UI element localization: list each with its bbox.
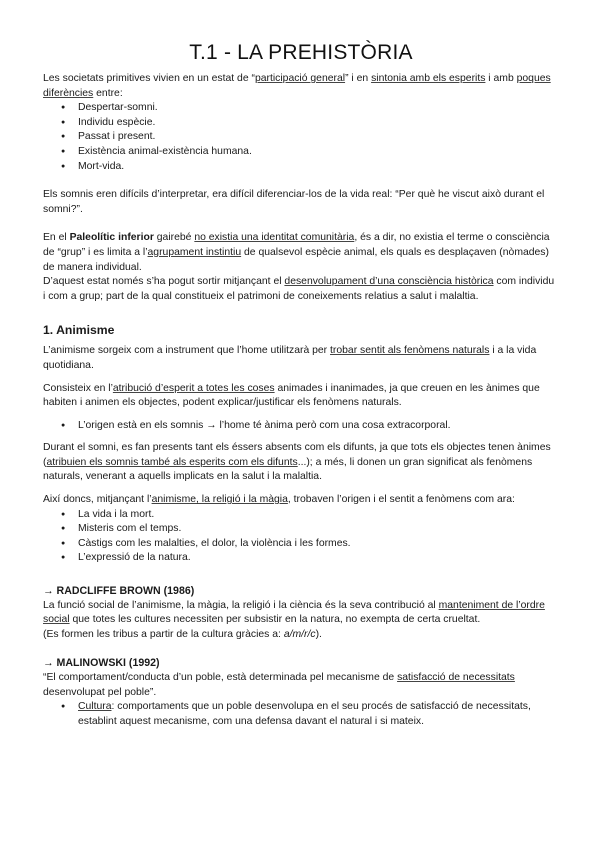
list-item: ● Misteris com el temps. xyxy=(43,522,559,537)
fenomens-list xyxy=(43,508,559,566)
text-run: ). xyxy=(315,628,322,640)
bold-term: Paleolític inferior xyxy=(69,232,154,244)
underlined-term: manteniment de l’ordre social xyxy=(43,599,545,626)
text-run: (Es formen les tribus a partir de la cultura gràcies a: xyxy=(43,628,284,640)
underlined-term: atribuien els somnis també als esperits com els difunts xyxy=(46,456,298,468)
text-run: : comportaments que un poble desenvolupa en el seu procés de satisfacció de necessitats, establint aquest mecanisme, com una defensa davant el natural i si mateix. xyxy=(78,701,531,727)
text-run: , és a dir, no existia el terme o consciència de “grup” i es limita a l’ xyxy=(43,232,550,258)
italic-term: a/m/r/c xyxy=(283,628,316,640)
text-run: , trobaven l’origen i el sentit a fenòmens com ara: xyxy=(287,494,515,506)
text-run: ” i en xyxy=(345,73,372,84)
underlined-term: satisfacció de necessitats xyxy=(397,672,515,683)
underlined-term: agrupament instintiu xyxy=(147,246,242,258)
text-run: En el xyxy=(43,232,70,244)
text-run: Així doncs, mitjançant l’ xyxy=(43,494,152,506)
text-run: entre: xyxy=(93,87,123,99)
animisme-paragraph-2 xyxy=(43,382,559,411)
section-heading-animisme: 1. Animisme xyxy=(43,323,115,338)
list-item: ● Passat i present. xyxy=(43,130,559,145)
text-run: que totes les cultures necessiten per subsistir en la natura, no exempta de certa crueltat. xyxy=(69,614,481,626)
text-run: i a la vida quotidiana. xyxy=(43,345,537,371)
list-item xyxy=(43,700,559,729)
text-run: D’aquest estat només s’ha pogut sortir mitjançant el xyxy=(43,276,285,288)
animisme-paragraph-1 xyxy=(43,344,559,373)
underlined-term: trobar sentit als fenòmens naturals xyxy=(330,345,490,357)
underlined-term: participació general xyxy=(254,73,346,84)
animisme-origin-list xyxy=(43,419,559,434)
consciencia-paragraph xyxy=(43,275,559,304)
list-item: ● Mort-vida. xyxy=(43,160,559,175)
list-item: ● Despertar-somni. xyxy=(43,101,559,116)
text-run: gairebé xyxy=(153,232,195,244)
text-run: L’animisme sorgeix com a instrument que l’home utilitzarà per xyxy=(43,345,331,357)
intro-list xyxy=(43,101,559,174)
text-run: Consisteix en l’ xyxy=(43,382,113,394)
text-run: Les societats primitives vivien en un estat de “ xyxy=(43,73,255,84)
somnis-paragraph: Els somnis eren difícils d’interpretar, era difícil diferenciar-los de la vida real: “Per què he viscut això durant el somni?”. xyxy=(43,189,545,215)
text-run: com individu i com a grup; part de la qual constitueix el patrimoni de coneixements relatius a salut i malaltia. xyxy=(43,276,555,302)
animisme-paragraph-3 xyxy=(43,441,559,485)
text-run: Durant el somni, es fan presents tant els éssers absents com els difunts, ja que tots els objectes tenen ànimes ( xyxy=(43,442,551,468)
underlined-term: atribució d’esperit a totes les coses xyxy=(112,382,275,394)
page-title: T.1 - LA PREHISTÒRIA xyxy=(189,41,413,64)
list-item: ● Existència animal-existència humana. xyxy=(43,145,559,160)
animisme-paragraph-4 xyxy=(43,493,559,508)
underlined-term: no existia una identitat comunitària xyxy=(194,232,355,244)
radcliffe-note xyxy=(43,628,559,643)
list-item: ● Individu espècie. xyxy=(43,116,559,131)
text-run: La funció social de l’animisme, la màgia, la religió i la ciència és la seva contribució al xyxy=(43,599,439,611)
radcliffe-paragraph xyxy=(43,599,559,628)
underlined-term: Cultura xyxy=(78,701,112,713)
text-run: animades i inanimades, ja que creuen en les ànimes que habiten i animen els objectes, podent explicar/justificar els fenòmens naturals. xyxy=(43,382,540,409)
underlined-term: animisme, la religió i la màgia xyxy=(151,494,288,506)
list-item: ● Càstigs com les malalties, el dolor, la violència i les formes. xyxy=(43,537,559,552)
text-run: “El comportament/conducta d’un poble, està determinada pel mecanisme de xyxy=(43,672,398,683)
malinowski-quote xyxy=(43,671,559,700)
text-run: ...); a més, li donen un gran significat als fenòmens naturals, venerant a aquells implicats en la salut i la malaltia. xyxy=(43,456,533,483)
list-item: ● L’origen està en els somnis → l’home té ànima però com una cosa extracorporal. xyxy=(43,419,559,434)
intro-paragraph xyxy=(43,72,559,101)
malinowski-heading: → MALINOWSKI (1992) xyxy=(43,657,160,670)
document-page xyxy=(43,40,559,729)
text-run: desenvolupat pel poble”. xyxy=(43,686,157,698)
text-run: i amb xyxy=(485,73,517,84)
underlined-term: poques diferències xyxy=(43,73,551,99)
malinowski-list xyxy=(43,700,559,729)
underlined-term: sintonia amb els esperits xyxy=(371,73,486,84)
list-item: ● La vida i la mort. xyxy=(43,508,559,523)
text-run: de qualsevol espècie animal, els quals es desplaçaven (nòmades) de manera individual. xyxy=(43,246,549,273)
underlined-term: desenvolupament d’una consciència històrica xyxy=(284,276,494,288)
list-item: ● L’expressió de la natura. xyxy=(43,551,559,566)
paleolitic-paragraph xyxy=(43,231,559,275)
radcliffe-heading: → RADCLIFFE BROWN (1986) xyxy=(43,585,195,598)
